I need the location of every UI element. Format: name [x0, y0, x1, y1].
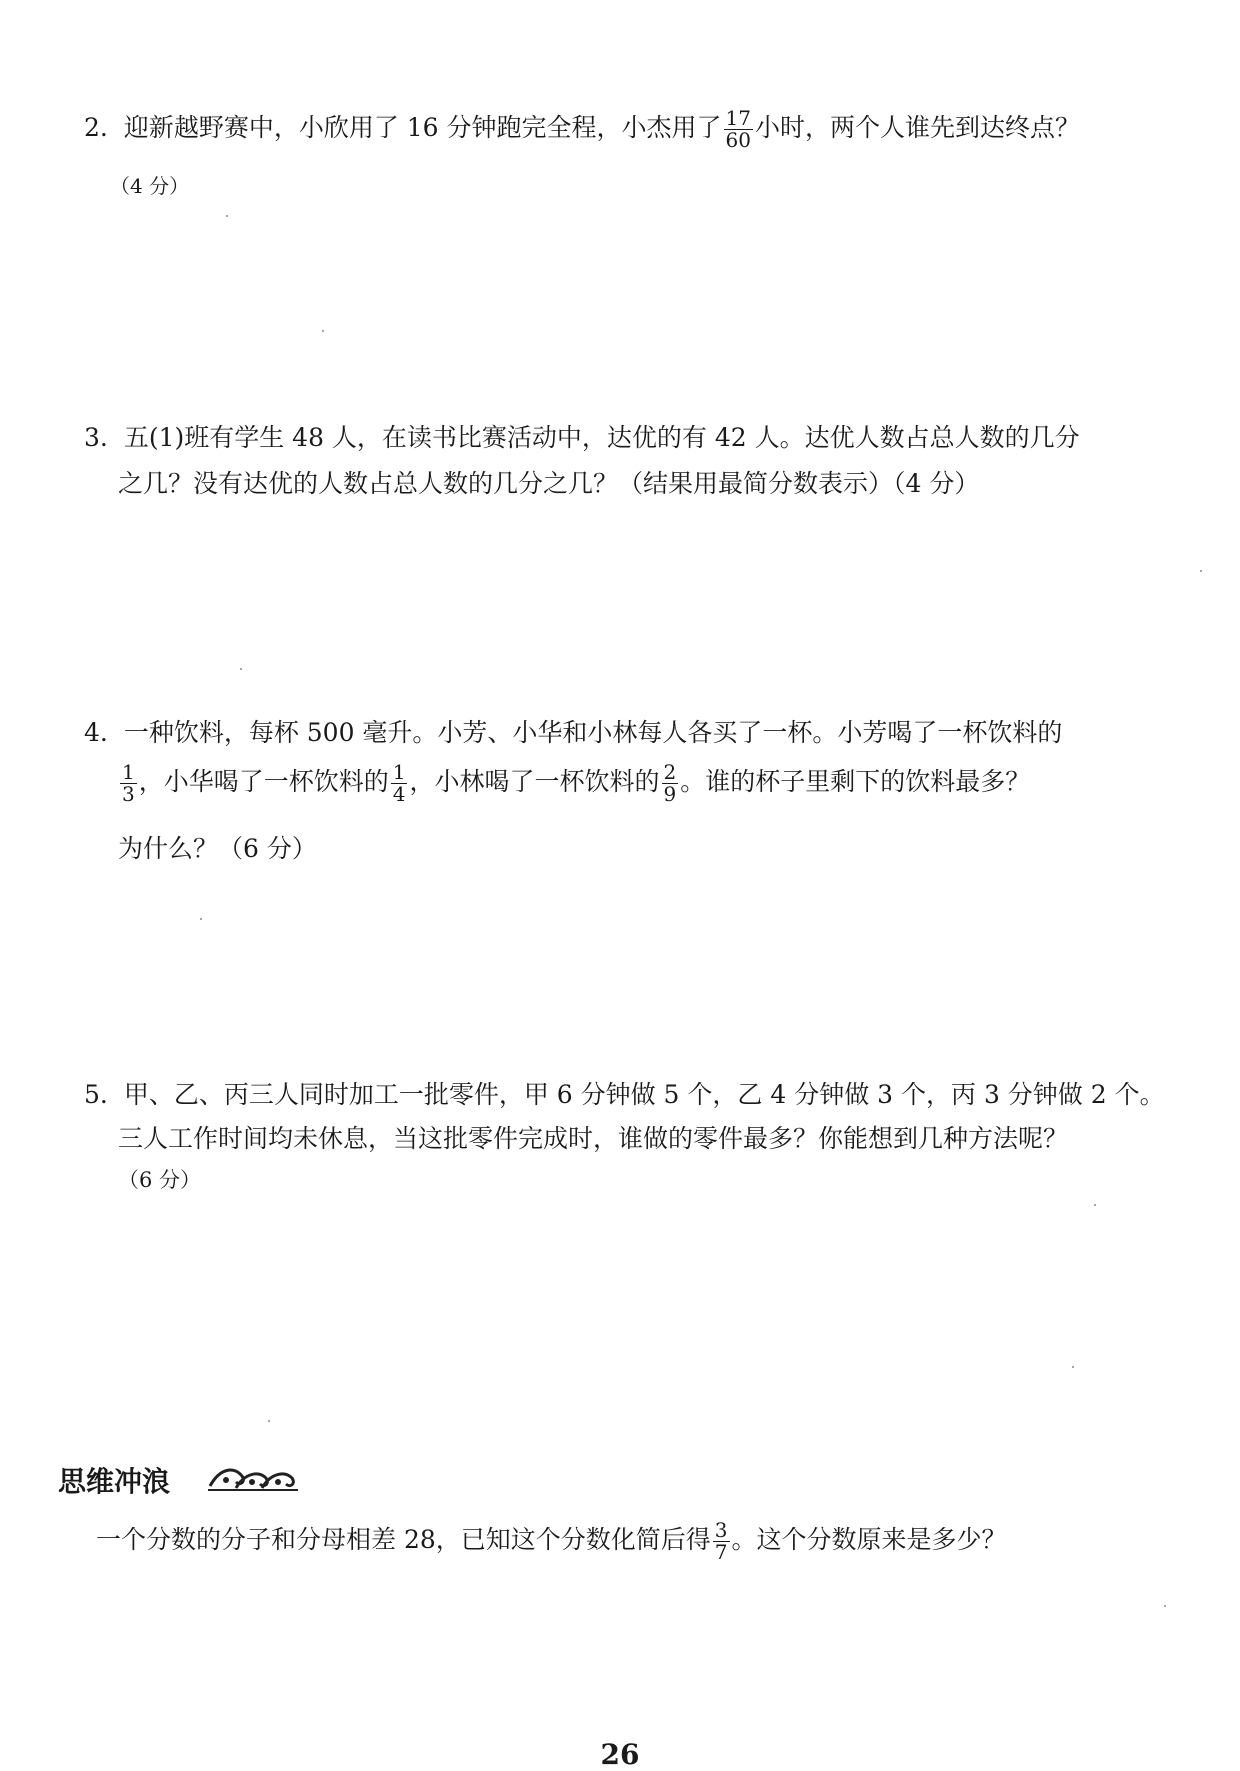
question-2-line-1 [84, 108, 1080, 151]
question-4-line-2 [118, 762, 1030, 805]
denominator: 3 [122, 782, 135, 806]
question-text: 。这个分数原来是多少？ [731, 1525, 1007, 1554]
wave-decoration-icon [206, 1460, 302, 1494]
denominator: 4 [392, 782, 406, 806]
question-text: 五(1)班有学生 48 人，在读书比赛活动中，达优的有 42 人。达优人数占总人数的几分 [123, 423, 1080, 452]
scan-speck [1164, 1605, 1166, 1607]
numerator: 17 [725, 106, 751, 130]
fraction [120, 762, 137, 805]
question-text: ，小华喝了一杯饮料的 [138, 767, 389, 796]
scan-speck [1094, 1204, 1096, 1206]
question-5-line-3: （6 分） [118, 1168, 202, 1192]
scan-speck [1072, 1366, 1074, 1368]
fraction [713, 1520, 730, 1563]
scan-speck [1200, 570, 1202, 572]
question-4-line-3: 为什么？（6 分） [118, 834, 317, 863]
denominator: 7 [714, 1540, 728, 1564]
scan-speck [200, 918, 202, 920]
question-text: 一种饮料，每杯 500 毫升。小芳、小华和小林每人各买了一杯。小芳喝了一杯饮料的 [123, 718, 1063, 747]
question-text: ，小林喝了一杯饮料的 [409, 767, 660, 796]
question-number: 3. [84, 423, 108, 452]
scan-speck [322, 330, 324, 332]
question-4-line-1 [84, 720, 1062, 745]
fraction [391, 762, 408, 805]
numerator: 3 [714, 1518, 728, 1542]
scan-speck [240, 668, 242, 670]
question-number: 2. [84, 113, 108, 142]
scan-speck [268, 1420, 270, 1422]
denominator: 60 [725, 128, 751, 152]
question-text: 迎新越野赛中，小欣用了 16 分钟跑完全程，小杰用了 [123, 113, 722, 142]
question-3-line-1 [84, 425, 1080, 450]
question-text: 甲、乙、丙三人同时加工一批零件，甲 6 分钟做 5 个，乙 4 分钟做 3 个，丙 3 分钟做 2 个。 [123, 1080, 1165, 1109]
question-3-line-2: 之几？没有达优的人数占总人数的几分之几？（结果用最简分数表示）（4 分） [118, 469, 980, 498]
section-title: 思维冲浪 [58, 1465, 171, 1498]
scan-speck [226, 215, 228, 217]
question-text: 。谁的杯子里剩下的饮料最多？ [680, 767, 1031, 796]
question-text: 一个分数的分子和分母相差 28，已知这个分数化简后得 [96, 1525, 711, 1554]
question-5-line-1 [84, 1082, 1165, 1107]
score-label: （4 分） [110, 174, 190, 198]
question-5-line-2: 三人工作时间均未休息，当这批零件完成时，谁做的零件最多？你能想到几种方法呢？ [118, 1124, 1069, 1153]
question-number: 5. [84, 1080, 108, 1109]
challenge-line-1 [96, 1520, 1007, 1563]
fraction [662, 762, 679, 805]
numerator: 1 [392, 760, 406, 784]
page-number: 26 [600, 1738, 640, 1771]
question-number: 4. [84, 718, 108, 747]
numerator: 1 [122, 760, 135, 784]
question-text: 小时，两个人谁先到达终点？ [754, 113, 1080, 142]
denominator: 9 [663, 782, 677, 806]
fraction [724, 108, 753, 151]
numerator: 2 [663, 760, 677, 784]
